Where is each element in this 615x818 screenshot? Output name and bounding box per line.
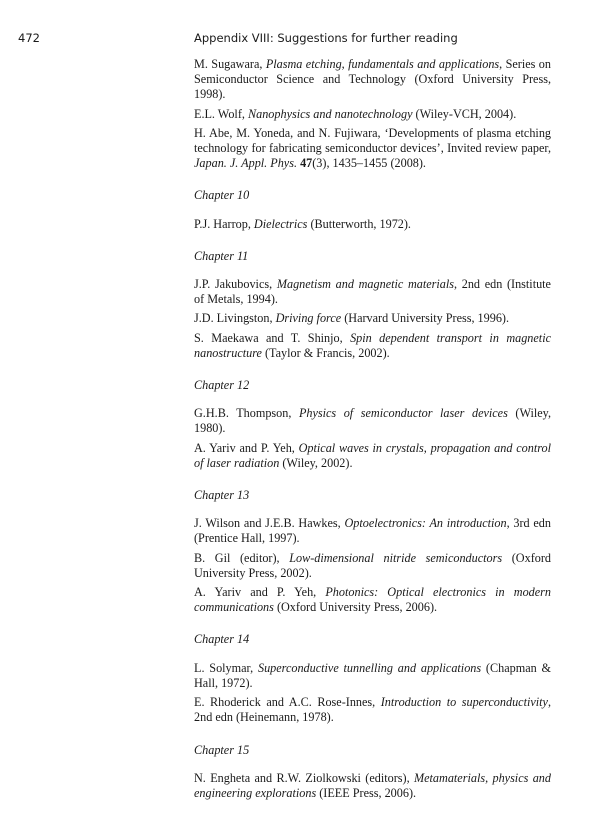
chapter-heading: Chapter 13 [194, 488, 250, 503]
intro-references [194, 57, 551, 171]
reference-details: (Wiley, 1980). [194, 406, 551, 436]
reference-title: Photonics: Optical electronics in modern communications [194, 585, 551, 615]
reading-list [194, 57, 551, 818]
reference-title: Superconductive tunnelling and applications [257, 660, 482, 675]
page-number: 472 [18, 31, 40, 45]
reference-journal: Japan. J. Appl. Phys. [194, 156, 298, 171]
reference-title: Driving force [275, 311, 342, 326]
reference-title: Dielectrics [253, 216, 308, 231]
reference-item [194, 57, 551, 103]
chapter-section-10 [194, 188, 551, 231]
reference-details: (Chapman & Hall, 1972). [194, 660, 551, 690]
chapter-section-12 [194, 378, 551, 471]
reference-details: (Oxford University Press, 2006). [273, 600, 438, 615]
reference-title: Introduction to superconductivity [380, 695, 548, 710]
running-head: Appendix VIII: Suggestions for further reading [194, 31, 458, 45]
reference-item [194, 217, 551, 232]
reference-item [194, 277, 551, 307]
chapter-heading: Chapter 12 [194, 378, 250, 393]
reference-title: Plasma etching, fundamentals and applications [265, 57, 500, 71]
reference-title: Magnetism and magnetic materials [276, 277, 455, 292]
reference-item [194, 311, 551, 326]
reference-authors: G.H.B. Thompson, [194, 406, 299, 421]
reference-title: Nanophysics and nanotechnology [247, 106, 413, 121]
reference-authors: M. Sugawara, [194, 57, 266, 71]
reference-details: (3), 1435–1455 (2008). [312, 156, 426, 171]
reference-article-title: ‘Developments of plasma etching technology for fabricating semiconductor devices’, Invited review paper, [194, 125, 552, 156]
reference-authors: E.L. Wolf, [194, 106, 248, 121]
chapter-section-15 [194, 743, 551, 802]
reference-item [194, 107, 551, 122]
reference-item [194, 331, 551, 361]
reference-details: , 2nd edn (Heinemann, 1978). [194, 695, 551, 725]
reference-details: , 3rd edn (Prentice Hall, 1997). [194, 516, 551, 546]
reference-authors: N. Engheta and R.W. Ziolkowski (editors), [194, 770, 414, 785]
chapter-section-13 [194, 488, 551, 615]
reference-authors: J. Wilson and J.E.B. Hawkes, [194, 516, 345, 531]
reference-details: , Series on Semiconductor Science and Technology (Oxford University Press, 1998). [194, 57, 551, 102]
reference-title: Metamaterials, physics and engineering explorations [194, 770, 551, 800]
reference-item [194, 126, 551, 172]
chapter-heading: Chapter 11 [194, 248, 249, 263]
chapter-section-14 [194, 632, 551, 725]
reference-title: Physics of semiconductor laser devices [298, 406, 508, 421]
reference-title: Spin dependent transport in magnetic nanostructure [194, 330, 551, 360]
reference-authors: J.D. Livingston, [194, 311, 276, 326]
reference-authors: P.J. Harrop, [194, 216, 254, 231]
chapter-heading: Chapter 10 [194, 188, 250, 203]
chapter-heading: Chapter 15 [194, 742, 250, 757]
reference-item [194, 695, 551, 725]
reference-authors: E. Rhoderick and A.C. Rose-Innes, [194, 695, 381, 710]
reference-details: , 2nd edn (Institute of Metals, 1994). [194, 277, 551, 307]
chapter-section-11 [194, 249, 551, 361]
reference-authors: L. Solymar, [194, 660, 258, 675]
reference-details: (Taylor & Francis, 2002). [261, 345, 390, 360]
reference-authors: B. Gil (editor), [194, 550, 290, 565]
reference-item [194, 771, 551, 801]
reference-authors: S. Maekawa and T. Shinjo, [194, 330, 351, 345]
reference-item [194, 585, 551, 615]
reference-volume: 47 [300, 156, 313, 171]
reference-details: (Harvard University Press, 1996). [341, 311, 510, 326]
reference-details: (Wiley-VCH, 2004). [412, 106, 517, 121]
reference-authors: A. Yariv and P. Yeh, [194, 585, 326, 600]
chapter-heading: Chapter 14 [194, 632, 250, 647]
reference-item [194, 516, 551, 546]
reference-item [194, 441, 551, 471]
reference-item [194, 661, 551, 691]
reference-item [194, 551, 551, 581]
reference-authors: A. Yariv and P. Yeh, [194, 440, 299, 455]
reference-details: (Butterworth, 1972). [307, 216, 411, 231]
reference-authors: H. Abe, M. Yoneda, and N. Fujiwara, [194, 125, 385, 140]
reference-authors: J.P. Jakubovics, [194, 277, 277, 292]
reference-title: Optical waves in crystals, propagation and control of laser radiation [194, 440, 551, 470]
reference-details: (Wiley, 2002). [279, 455, 353, 470]
reference-item [194, 406, 551, 436]
reference-details: (IEEE Press, 2006). [316, 785, 417, 800]
reference-title: Low-dimensional nitride semiconductors [289, 550, 503, 565]
reference-title: Optoelectronics: An introduction [344, 516, 507, 531]
reference-details: (Oxford University Press, 2002). [194, 550, 551, 580]
